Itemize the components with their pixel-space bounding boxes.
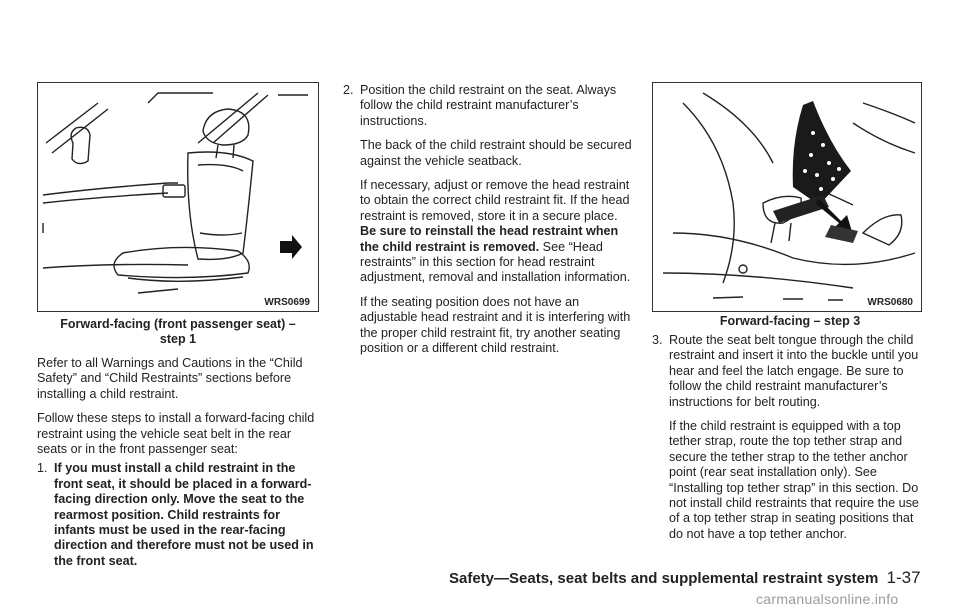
watermark: carmanualsonline.info	[756, 591, 899, 607]
seating-position-paragraph: If the seating position does not have an adjustable head restraint and it is interfering with the proper child restraint fit, try another seating position or a different child restraint.	[360, 294, 631, 356]
belt-routing-illustration	[653, 83, 921, 311]
figure-caption: Forward-facing – step 3	[719, 314, 861, 328]
page-number: 1-37	[886, 568, 921, 587]
section-title: Safety—Seats, seat belts and supplemental restraint system	[449, 570, 879, 587]
figure-caption: Forward-facing (front passenger seat) – step 1	[60, 317, 296, 346]
figure-front-passenger-seat	[37, 82, 319, 312]
figure-id: WRS0699	[264, 297, 310, 308]
step-text: Route the seat belt tongue through the child restraint and insert it into the buckle until you hear and feel the latch engage. Be sure to follow the child restraint manufacturer’s instructions for belt routing.	[669, 333, 919, 409]
instructions-paragraph: Follow these steps to install a forward-facing child restraint using the vehicle seat belt in the rear seats or in the front passenger seat:	[37, 411, 315, 457]
column-right	[652, 82, 928, 542]
column-left	[37, 82, 319, 569]
step-1	[37, 461, 319, 569]
step-number: 2.	[343, 83, 354, 97]
top-tether-paragraph: If the child restraint is equipped with a top tether strap, route the top tether strap and secure the tether strap to the tether anchor point (rear seat installation only). See “Installing top tether strap” in this section. Do not install child restraints that require the use of a top tether strap in seating positions that do not have a top tether anchor.	[669, 419, 919, 541]
seatback-paragraph: The back of the child restraint should be secured against the vehicle seatback.	[360, 138, 632, 168]
step-number: 3.	[652, 333, 663, 347]
page-footer	[449, 568, 921, 588]
figure-id: WRS0680	[867, 297, 913, 308]
step-text: Position the child restraint on the seat. Always follow the child restraint manufacturer’s instructions.	[360, 83, 617, 128]
head-restraint-paragraph: If necessary, adjust or remove the head restraint to obtain the correct child restraint fit. If the head restraint is removed, store it in a secure place. Be sure to reinstall the head restraint when the child restraint is removed. See “Head restraints” in this section for head restraint adjustment, removal and installation information.	[360, 178, 631, 285]
column-middle	[343, 83, 634, 357]
step-number: 1.	[37, 461, 48, 476]
seat-illustration	[38, 83, 318, 311]
step-text: If you must install a child restraint in the front seat, it should be placed in a forward-facing direction only. Move the seat to the rearmost position. Child restraints for infants must be used in the rear-facing direction and therefore must not be used in the front seat.	[54, 461, 314, 568]
figure-seat-belt-routing	[652, 82, 922, 312]
step-2	[343, 83, 634, 129]
step-3	[652, 333, 928, 410]
intro-paragraph: Refer to all Warnings and Cautions in the “Child Safety” and “Child Restraints” sections before installing a child restraint.	[37, 356, 303, 401]
